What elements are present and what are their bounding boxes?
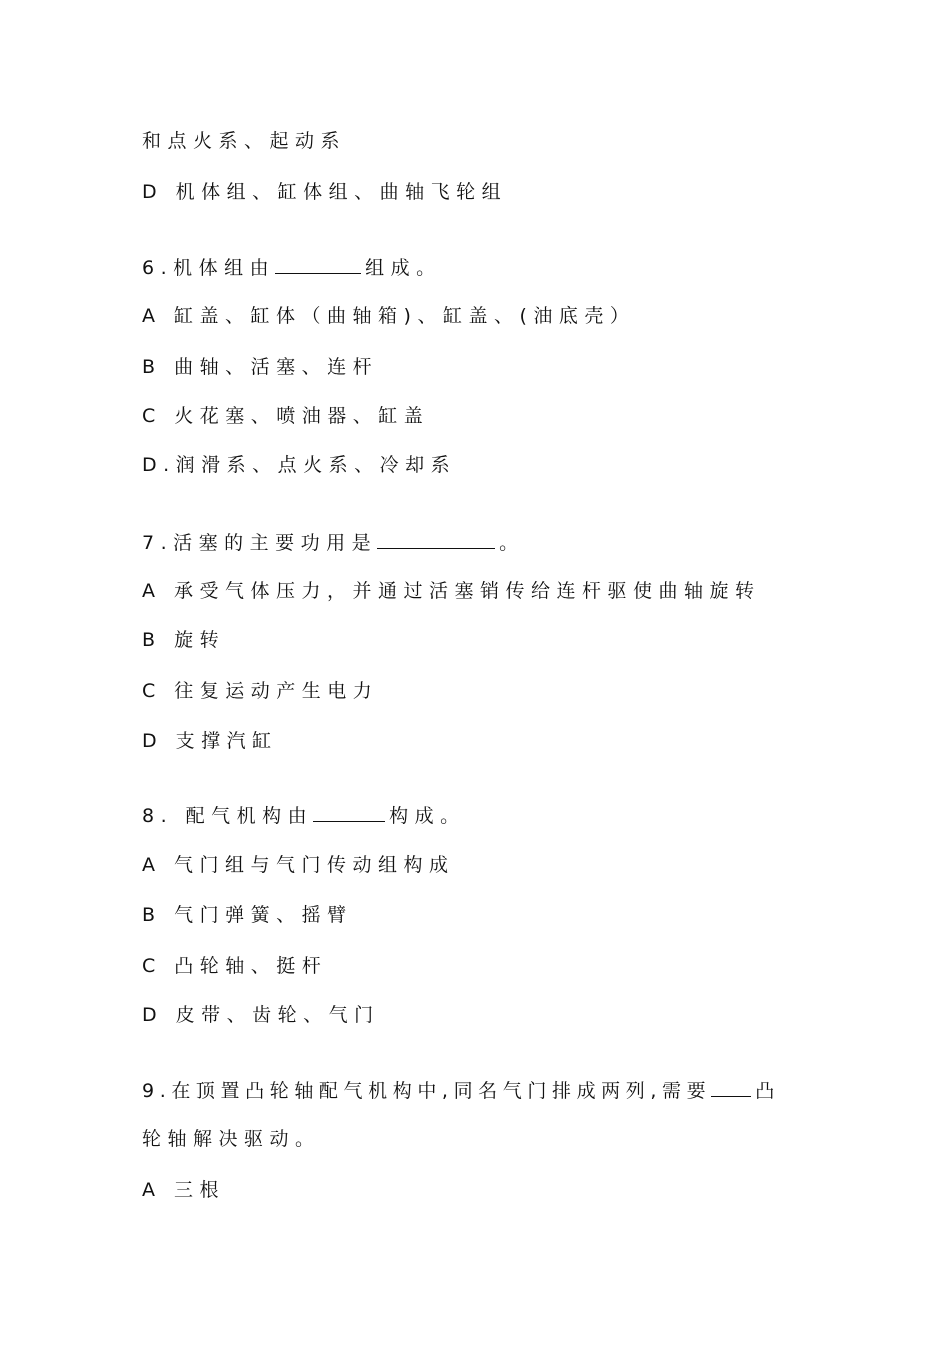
question-8-text: 8. 配气机构由 — [142, 805, 314, 827]
question-6 — [142, 255, 442, 280]
option-b-q8: B 气门弹簧、摇臂 — [142, 904, 353, 926]
question-6-suffix: 组成。 — [365, 257, 442, 279]
option-a-q8: A 气门组与气门传动组构成 — [142, 854, 455, 876]
answer-blank — [711, 1078, 751, 1097]
answer-blank — [313, 803, 385, 822]
question-7 — [142, 530, 525, 555]
question-7-suffix: 。 — [499, 532, 525, 554]
option-c-q6: C 火花塞、喷油器、缸盖 — [142, 405, 430, 427]
answer-blank — [275, 255, 361, 274]
option-d-q6: D.润滑系、点火系、冷却系 — [142, 454, 457, 476]
option-a-q9: A 三根 — [142, 1179, 226, 1201]
text-line-ignition: 和点火系、起动系 — [142, 130, 347, 152]
option-a-q6: A 缸盖、缸体（曲轴箱)、缸盖、(油底壳） — [142, 305, 636, 327]
option-c-q8: C 凸轮轴、挺杆 — [142, 955, 328, 977]
question-9-continued: 轮轴解决驱动。 — [142, 1128, 321, 1150]
question-9-suffix: 凸 — [755, 1080, 780, 1102]
option-d-q8: D 皮带、齿轮、气门 — [142, 1004, 380, 1026]
option-a-q7: A 承受气体压力，并通过活塞销传给连杆驱使曲轴旋转 — [142, 580, 761, 602]
option-d-q7: D 支撑汽缸 — [142, 730, 278, 752]
question-8 — [142, 803, 466, 828]
answer-blank — [377, 530, 495, 549]
question-7-text: 7.活塞的主要功用是 — [142, 532, 378, 554]
question-6-text: 6.机体组由 — [142, 257, 276, 279]
option-c-q7: C 往复运动产生电力 — [142, 680, 379, 702]
option-d-q5: D 机体组、缸体组、曲轴飞轮组 — [142, 181, 508, 203]
option-b-q7: B 旋转 — [142, 629, 226, 651]
question-9 — [142, 1078, 780, 1103]
option-b-q6: B 曲轴、活塞、连杆 — [142, 356, 379, 378]
question-8-suffix: 构成。 — [389, 805, 466, 827]
question-9-text: 9.在顶置凸轮轴配气机构中,同名气门排成两列,需要 — [142, 1080, 712, 1102]
